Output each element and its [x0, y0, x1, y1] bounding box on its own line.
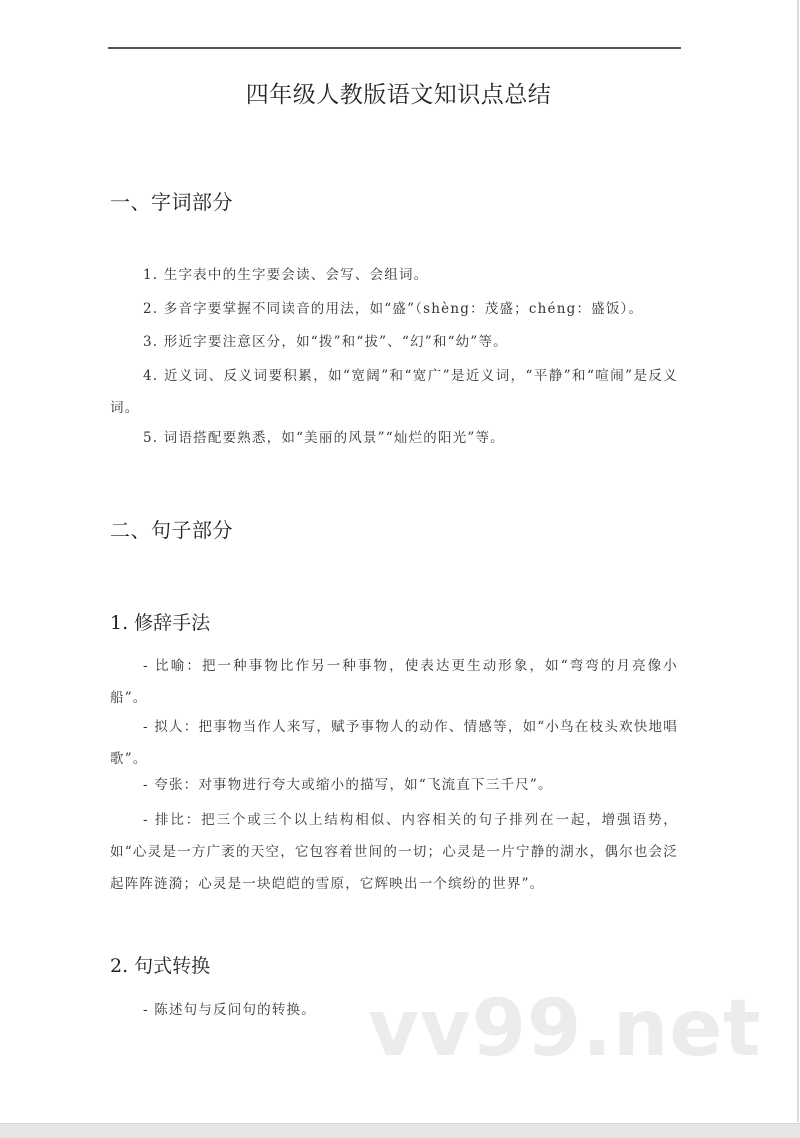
- list-item: - 陈述句与反问句的转换。: [143, 1002, 316, 1018]
- subsection-title: 修辞手法: [134, 612, 211, 634]
- list-item: 2. 多音字要掌握不同读音的用法，如“盛”（shèng：茂盛；chéng：盛饭）。: [143, 301, 644, 317]
- list-item: 4. 近义词、反义词要积累，如“宽阔”和“宽广”是近义词，“平静”和“喧闹”是反义词。: [110, 368, 678, 416]
- list-item: 5. 词语搭配要熟悉，如“美丽的风景”“灿烂的阳光”等。: [143, 430, 505, 446]
- subsection-number: 2.: [110, 955, 129, 977]
- document-title: 四年级人教版语文知识点总结: [245, 82, 552, 108]
- subsection-heading-sentence-conversion: [110, 951, 210, 978]
- page-edge-shadow: [0, 1123, 800, 1138]
- subsection-number: 1.: [110, 612, 129, 634]
- watermark: vv99.net: [368, 984, 762, 1074]
- list-item: - 夸张：对事物进行夸大或缩小的描写，如“飞流直下三千尺”。: [143, 777, 553, 793]
- list-item: 1. 生字表中的生字要会读、会写、会组词。: [143, 267, 429, 283]
- subsection-heading-rhetoric: [110, 608, 210, 635]
- list-item: - 拟人：把事物当作人来写，赋予事物人的动作、情感等，如“小鸟在枝头欢快地唱歌”。: [110, 719, 678, 767]
- list-item: - 比喻：把一种事物比作另一种事物，使表达更生动形象，如“弯弯的月亮像小船”。: [110, 658, 678, 706]
- subsection-title: 句式转换: [134, 955, 211, 977]
- list-item: 3. 形近字要注意区分，如“拨”和“拔”、“幻”和“幼”等。: [143, 334, 508, 350]
- section-heading-sentences: 二、句子部分: [110, 518, 233, 542]
- list-item: - 排比：把三个或三个以上结构相似、内容相关的句子排列在一起，增强语势，如“心灵是一方广袤的天空，它包容着世间的一切；心灵是一片宁静的湖水，偶尔也会泛起阵阵涟漪；心灵是一块皑皑的雪原，它辉映出一个缤纷的世界”。: [110, 812, 678, 892]
- header-rule: [108, 47, 681, 49]
- section-heading-vocabulary: 一、字词部分: [110, 190, 233, 214]
